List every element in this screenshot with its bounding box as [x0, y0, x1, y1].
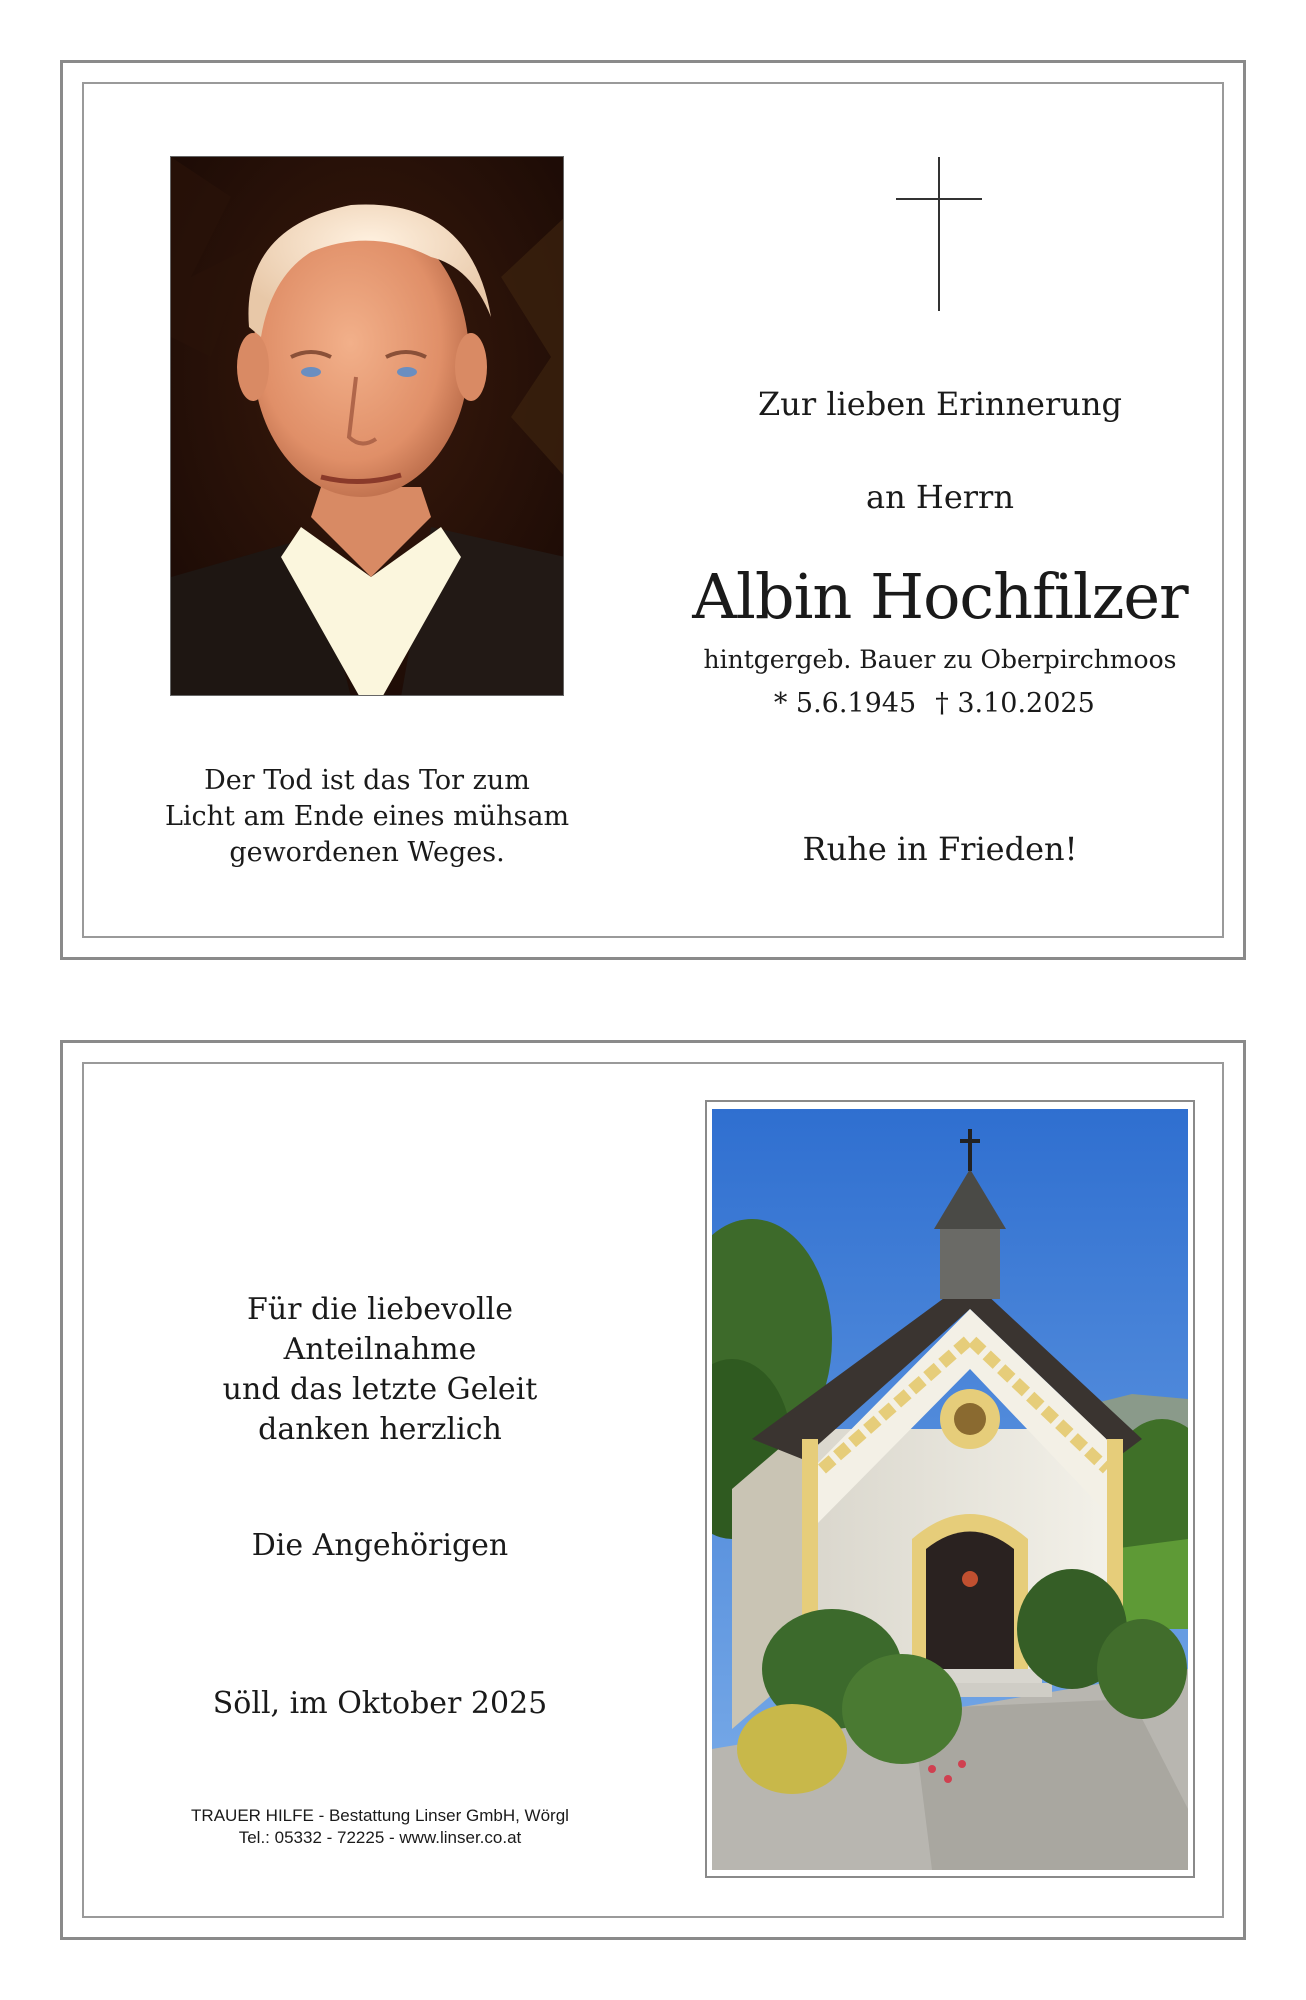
memorial-heading: Zur lieben Erinnerung — [758, 385, 1122, 423]
chapel-photo — [712, 1109, 1188, 1870]
quote-line: Der Tod ist das Tor zum — [204, 765, 530, 796]
thanks-line: Anteilnahme — [283, 1332, 477, 1367]
thanks-line: Für die liebevolle — [247, 1292, 513, 1327]
portrait-photo — [170, 156, 564, 696]
thanks-line: danken herzlich — [258, 1412, 502, 1447]
deceased-subtitle: hintgergeb. Bauer zu Oberpirchmoos — [703, 645, 1177, 674]
place-date: Söll, im Oktober 2025 — [212, 1686, 548, 1721]
quote-line: gewordenen Weges. — [229, 837, 505, 868]
rest-in-peace: Ruhe in Frieden! — [802, 830, 1078, 868]
thanks-line: und das letzte Geleit — [222, 1372, 538, 1407]
cross-icon — [896, 157, 982, 311]
salutation: an Herrn — [866, 478, 1014, 516]
birth-date: * 5.6.1945 — [773, 688, 917, 719]
undertaker-contact: Tel.: 05332 - 72225 - www.linser.co.at — [238, 1828, 522, 1847]
quote-line: Licht am Ende eines mühsam — [164, 801, 570, 832]
deceased-name: Albin Hochfilzer — [692, 560, 1188, 633]
thanks-message — [160, 1290, 600, 1450]
undertaker-name: TRAUER HILFE - Bestattung Linser GmbH, Wörgl — [191, 1806, 569, 1825]
death-date: † 3.10.2025 — [935, 688, 1095, 719]
quote — [150, 763, 584, 871]
signature: Die Angehörigen — [251, 1528, 509, 1563]
